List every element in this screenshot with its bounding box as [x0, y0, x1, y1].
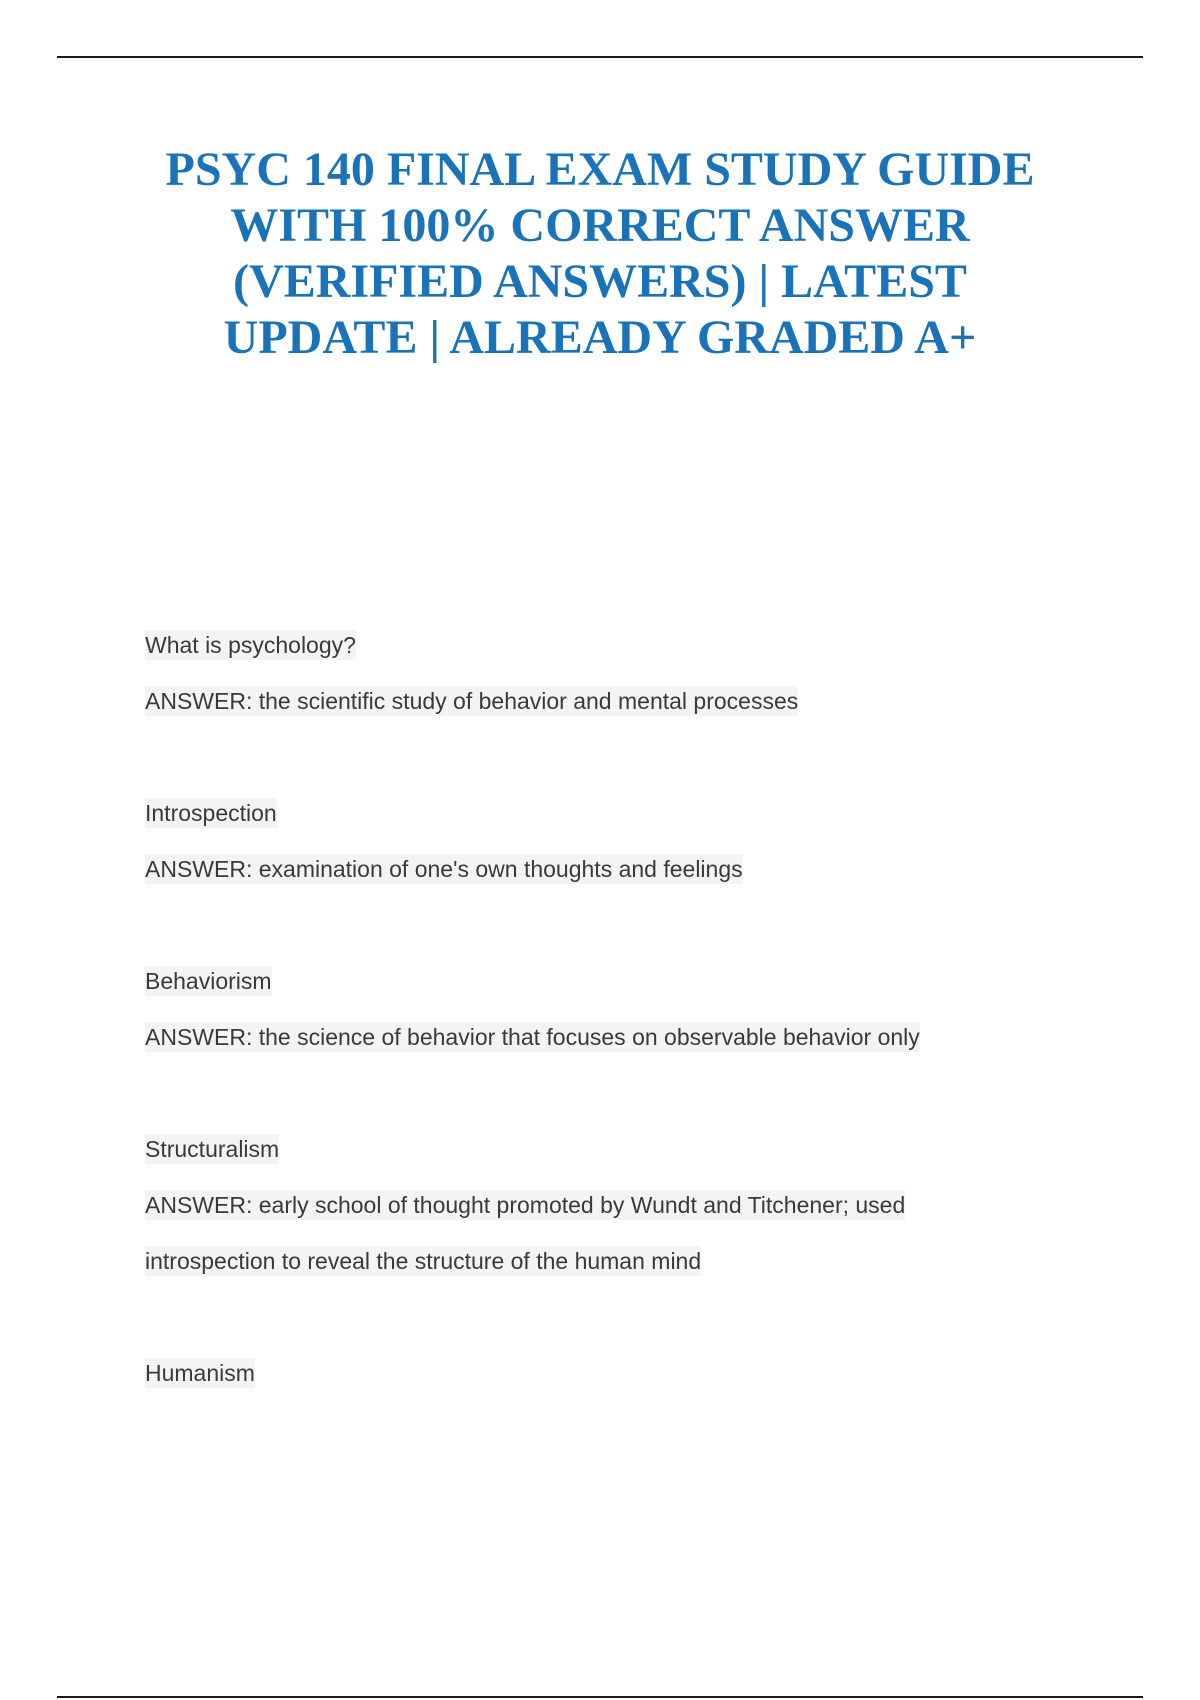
term: Introspection [145, 800, 277, 826]
answer: ANSWER: early school of thought promoted by Wundt and Titchener; used [145, 1192, 906, 1218]
qa-item-humanism [145, 1345, 1105, 1401]
term: Structuralism [145, 1136, 280, 1162]
qa-item-behaviorism [145, 953, 1105, 1065]
answer-continued: introspection to reveal the structure of the human mind [145, 1248, 702, 1274]
title-line: UPDATE | ALREADY GRADED A+ [223, 311, 977, 364]
qa-item-structuralism [145, 1121, 1105, 1289]
bottom-rule [57, 1696, 1143, 1698]
document-title [100, 142, 1100, 366]
answer: ANSWER: the scientific study of behavior and mental processes [145, 688, 799, 714]
qa-item-psychology [145, 617, 1105, 729]
title-line: (VERIFIED ANSWERS) | LATEST [233, 255, 967, 308]
qa-item-introspection [145, 785, 1105, 897]
term: Humanism [145, 1360, 255, 1386]
title-line: PSYC 140 FINAL EXAM STUDY GUIDE [165, 143, 1035, 196]
qa-list [145, 617, 1105, 1457]
title-line: WITH 100% CORRECT ANSWER [230, 199, 970, 252]
top-rule [57, 56, 1143, 58]
term: Behaviorism [145, 968, 272, 994]
answer: ANSWER: the science of behavior that focuses on observable behavior only [145, 1024, 920, 1050]
answer: ANSWER: examination of one's own thoughts and feelings [145, 856, 743, 882]
term: What is psychology? [145, 632, 356, 658]
